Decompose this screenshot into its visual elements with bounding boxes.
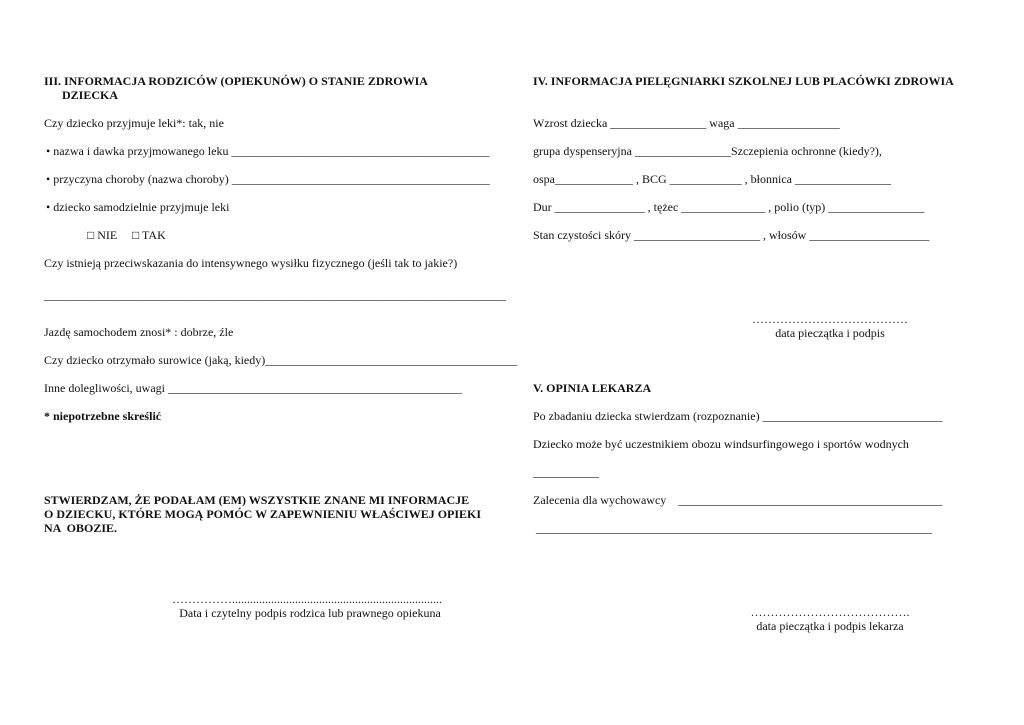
participant-field[interactable]: ___________ bbox=[533, 465, 599, 479]
footnote: * niepotrzebne skreślić bbox=[44, 409, 162, 423]
other-ailments-field[interactable]: Inne dolegliwości, uwagi _________________________________________________ bbox=[44, 381, 462, 395]
vaccination-dur-field[interactable]: Dur _______________ , tężec ______________ , polio (typ) ________________ bbox=[533, 200, 925, 214]
contraindication-field[interactable]: _____________________________________________________________________________ bbox=[44, 288, 506, 302]
declaration-line3: NA OBOZIE. bbox=[44, 521, 118, 535]
serum-field[interactable]: Czy dziecko otrzymało surowice (jaką, kiedy)__________________________________________ bbox=[44, 353, 518, 367]
disease-reason-field[interactable]: • przyczyna choroby (nazwa choroby) ___________________________________________ bbox=[46, 172, 490, 186]
declaration-line1: STWIERDZAM, ŻE PODAŁAM (EM) WSZYSTKIE ZNANE MI INFORMACJE bbox=[44, 493, 470, 507]
dispensary-group-field[interactable]: grupa dyspenseryjna ________________Szczepienia ochronne (kiedy?), bbox=[533, 144, 882, 158]
diagnosis-field[interactable]: Po zbadaniu dziecka stwierdzam (rozpoznanie) ______________________________ bbox=[533, 409, 943, 423]
doctor-signature-line[interactable]: …………………………………. bbox=[750, 605, 910, 619]
option-tak-checkbox[interactable]: □ TAK bbox=[132, 228, 166, 242]
growth-weight-field[interactable]: Wzrost dziecka ________________ waga _________________ bbox=[533, 116, 840, 130]
section-iii-heading: III. INFORMACJA RODZICÓW (OPIEKUNÓW) O STANIE ZDROWIA bbox=[44, 74, 428, 88]
medicine-name-field[interactable]: • nazwa i dawka przyjmowanego leku ___________________________________________ bbox=[46, 144, 490, 158]
declaration-line2: O DZIECKU, KTÓRE MOGĄ POMÓC W ZAPEWNIENIU WŁAŚCIWEJ OPIEKI bbox=[44, 507, 482, 521]
section-v-heading: V. OPINIA LEKARZA bbox=[533, 381, 652, 395]
car-tolerance-question: Jazdę samochodem znosi* : dobrze, źle bbox=[44, 325, 234, 339]
nurse-signature-label: data pieczątka i podpis bbox=[775, 326, 885, 340]
section-iii-heading-cont: DZIECKA bbox=[62, 88, 119, 102]
nurse-signature-line[interactable]: ………………………………… bbox=[752, 312, 908, 326]
contraindication-question: Czy istnieją przeciwskazania do intensywnego wysiłku fizycznego (jeśli tak to jakie?) bbox=[44, 256, 458, 270]
medicine-question: Czy dziecko przyjmuje leki*: tak, nie bbox=[44, 116, 224, 130]
parent-signature-line[interactable]: ……………...................................................................... bbox=[172, 592, 442, 606]
self-medication-label: • dziecko samodzielnie przyjmuje leki bbox=[46, 200, 230, 214]
section-iv-heading: IV. INFORMACJA PIELĘGNIARKI SZKOLNEJ LUB PLACÓWKI ZDROWIA bbox=[533, 74, 954, 88]
skin-hair-field[interactable]: Stan czystości skóry _____________________ , włosów ____________________ bbox=[533, 228, 930, 242]
vaccination-ospa-field[interactable]: ospa_____________ , BCG ____________ , błonnica ________________ bbox=[533, 172, 891, 186]
parent-signature-label: Data i czytelny podpis rodzica lub prawnego opiekuna bbox=[179, 606, 441, 620]
option-nie-checkbox[interactable]: □ NIE bbox=[87, 228, 118, 242]
recommendations-field-line2[interactable]: __________________________________________________________________ bbox=[536, 521, 932, 535]
recommendations-field[interactable]: Zalecenia dla wychowawcy ____________________________________________ bbox=[533, 493, 943, 507]
participant-statement: Dziecko może być uczestnikiem obozu windsurfingowego i sportów wodnych bbox=[533, 437, 909, 451]
doctor-signature-label: data pieczątka i podpis lekarza bbox=[756, 619, 904, 633]
